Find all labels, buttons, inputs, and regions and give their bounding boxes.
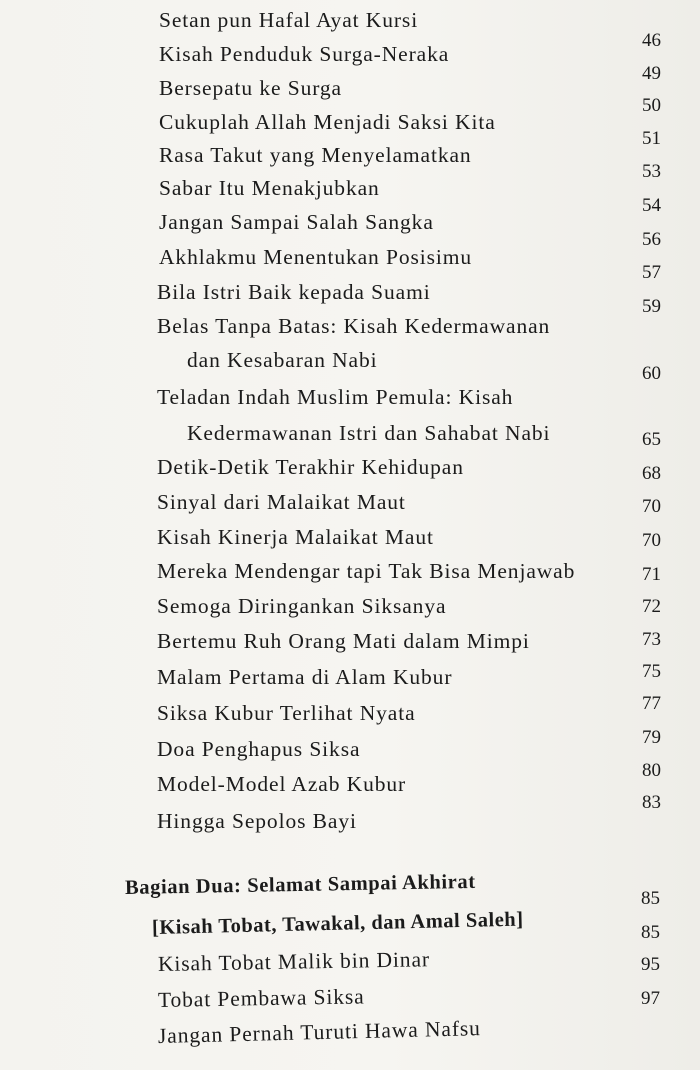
page-number: 65 xyxy=(642,429,661,450)
toc-entry: Kisah Tobat Malik bin Dinar xyxy=(157,947,431,976)
page-number: 54 xyxy=(642,195,661,216)
toc-entry: Sinyal dari Malaikat Maut xyxy=(157,490,406,514)
page-number: 70 xyxy=(642,496,661,517)
toc-entry: Setan pun Hafal Ayat Kursi xyxy=(159,8,419,32)
toc-entry-continued: dan Kesabaran Nabi xyxy=(187,348,378,372)
toc-entry: Malam Pertama di Alam Kubur xyxy=(157,665,453,689)
toc-entry: Kisah Penduduk Surga-Neraka xyxy=(159,42,450,66)
toc-entry: Teladan Indah Muslim Pemula: Kisah xyxy=(157,385,514,409)
toc-entry: Model-Model Azab Kubur xyxy=(157,772,407,796)
page-number: 59 xyxy=(642,296,661,317)
page-number: 97 xyxy=(641,988,660,1009)
toc-entry: Jangan Sampai Salah Sangka xyxy=(159,210,434,234)
toc-entry: Siksa Kubur Terlihat Nyata xyxy=(157,701,416,725)
toc-entry: Rasa Takut yang Menyelamatkan xyxy=(159,143,472,167)
toc-entry: Bersepatu ke Surga xyxy=(159,76,342,100)
page-number: 79 xyxy=(642,727,661,748)
toc-entry: Belas Tanpa Batas: Kisah Kedermawanan xyxy=(157,314,551,338)
page-number: 77 xyxy=(642,693,661,714)
toc-entry: Semoga Diringankan Siksanya xyxy=(157,594,447,618)
page-number: 75 xyxy=(642,661,661,682)
toc-entry: Kisah Kinerja Malaikat Maut xyxy=(157,525,434,549)
page-number: 60 xyxy=(642,363,661,384)
page-number: 73 xyxy=(642,629,661,650)
page-number: 50 xyxy=(642,95,661,116)
toc-entry: Detik-Detik Terakhir Kehidupan xyxy=(157,455,464,479)
page-number: 46 xyxy=(642,30,661,51)
toc-entry: Doa Penghapus Siksa xyxy=(157,737,361,761)
toc-entry: Akhlakmu Menentukan Posisimu xyxy=(159,245,473,269)
page-number: 68 xyxy=(642,463,661,484)
page-number: 56 xyxy=(642,229,661,250)
page-number: 71 xyxy=(642,564,661,585)
page-number: 95 xyxy=(641,954,660,975)
page-number: 72 xyxy=(642,596,661,617)
page-number: 85 xyxy=(641,888,660,909)
page-number: 70 xyxy=(642,530,661,551)
toc-entry: Jangan Pernah Turuti Hawa Nafsu xyxy=(157,1016,482,1048)
page-number: 51 xyxy=(642,128,661,149)
toc-entry: Sabar Itu Menakjubkan xyxy=(159,176,380,200)
toc-entry: Mereka Mendengar tapi Tak Bisa Menjawab xyxy=(157,559,576,583)
toc-entry: Bertemu Ruh Orang Mati dalam Mimpi xyxy=(157,629,530,653)
toc-entry: Hingga Sepolos Bayi xyxy=(157,809,357,833)
page-number: 85 xyxy=(641,922,660,943)
page-number: 57 xyxy=(642,262,661,283)
toc-entry: Bila Istri Baik kepada Suami xyxy=(157,280,431,304)
toc-entry: Cukuplah Allah Menjadi Saksi Kita xyxy=(159,110,496,134)
page-number: 83 xyxy=(642,792,661,813)
toc-entry-continued: Kedermawanan Istri dan Sahabat Nabi xyxy=(187,421,551,445)
section-subheading: [Kisah Tobat, Tawakal, dan Amal Saleh] xyxy=(151,908,524,939)
page-number: 49 xyxy=(642,63,661,84)
page-number: 53 xyxy=(642,161,661,182)
toc-entry: Tobat Pembawa Siksa xyxy=(157,984,365,1012)
page-number: 80 xyxy=(642,760,661,781)
section-heading: Bagian Dua: Selamat Sampai Akhirat xyxy=(124,870,476,899)
